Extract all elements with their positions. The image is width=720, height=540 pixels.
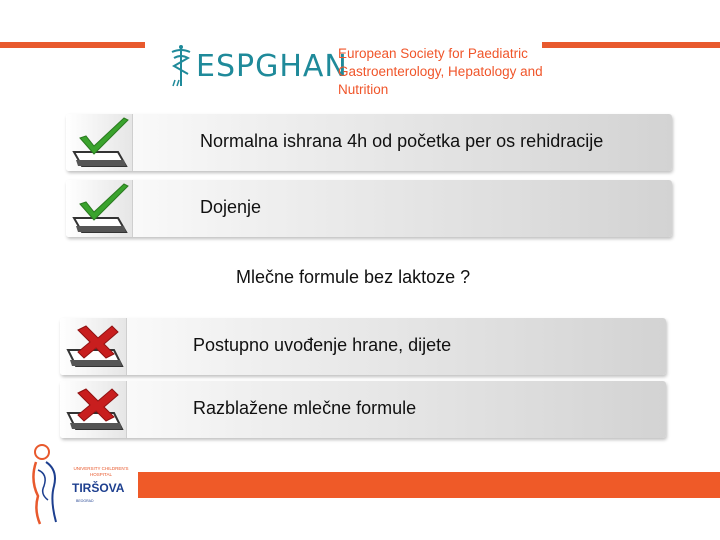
bottom-accent-bar xyxy=(138,472,720,498)
recommended-item xyxy=(66,180,672,237)
top-accent-bar-left xyxy=(0,42,145,48)
hospital-top-text: UNIVERSITY CHILDREN'S HOSPITAL xyxy=(73,466,129,477)
middle-question: Mlečne formule bez laktoze ? xyxy=(236,267,471,287)
espghan-full-name: European Society for Paediatric Gastroenterology, Hepatology and Nutrition xyxy=(338,46,543,97)
top-accent-bar-right xyxy=(542,42,720,48)
espghan-name: ESPGHAN xyxy=(196,49,348,84)
hospital-name: TIRŠOVA xyxy=(72,481,125,495)
checkmark-icon xyxy=(70,182,132,236)
icon-box xyxy=(66,180,133,237)
not-recommended-item xyxy=(60,381,666,438)
not-recommended-label: Razblažene mlečne formule xyxy=(193,398,417,418)
not-recommended-item xyxy=(60,318,666,375)
recommended-item xyxy=(66,114,672,171)
hospital-logo xyxy=(28,440,138,530)
icon-box xyxy=(66,114,133,171)
child-figure-icon xyxy=(28,440,72,528)
checkmark-icon xyxy=(70,116,132,170)
espghan-logo xyxy=(168,40,543,100)
cross-icon xyxy=(64,383,126,437)
hospital-sub-text: BEOGRAD xyxy=(76,499,94,503)
cross-icon xyxy=(64,320,126,374)
icon-box xyxy=(60,381,127,438)
recommended-label: Dojenje xyxy=(200,197,262,217)
icon-box xyxy=(60,318,127,375)
not-recommended-label: Postupno uvođenje hrane, dijete xyxy=(193,335,452,355)
caduceus-icon xyxy=(168,44,194,88)
recommended-label: Normalna ishrana 4h od početka per os rehidracije xyxy=(200,131,604,151)
